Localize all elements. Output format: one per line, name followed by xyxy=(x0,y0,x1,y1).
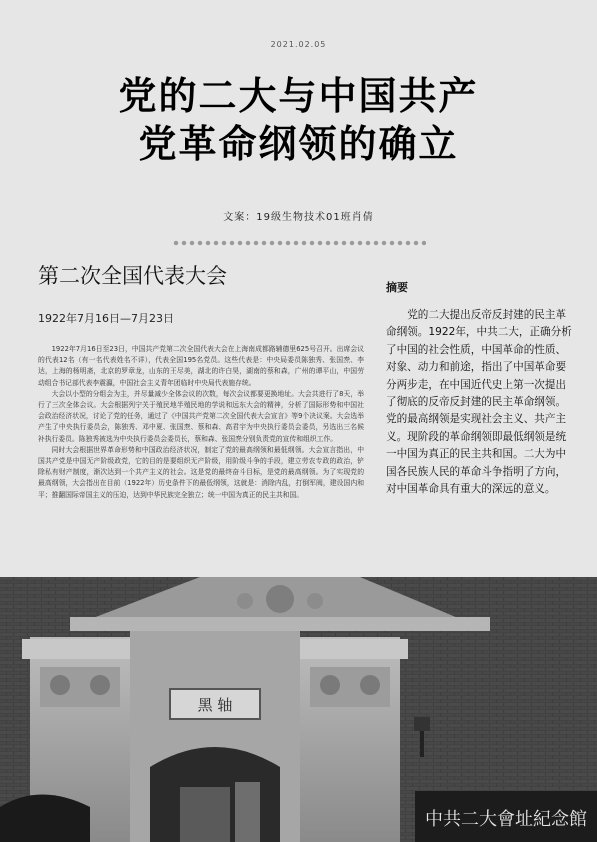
body-paragraph-2: 大会以小型的分组会为主，并尽量减少全体会议的次数，每次会议都要更换地址。大会共进行了8天，举行了三次全体会议。大会根据列宁关于殖民地半殖民地的学说和远东大会的精神，分析了国际形势和中国社会政治经济状况，讨论了党的任务，通过了《中国共产党第二次全国代表大会宣言》等9个决议案。大会选举产生了中央执行委员会，陈独秀、邓中夏、张国焘、蔡和森、高君宇为中央执行委员会委员，另选出三名候补执行委员。陈独秀被选为中央执行委员会委员长，蔡和森、张国焘分别负责党的宣传和组织工作。 xyxy=(38,389,364,443)
section-body xyxy=(38,344,364,501)
body-paragraph-1: 1922年7月16日至23日，中国共产党第二次全国代表大会在上海南成都路辅德里625号召开。出席会议的代表12名（有一名代表姓名不详），代表全国195名党员。这些代表是：中央局委员陈独秀、张国焘、李达，上海的杨明斋，北京的罗章龙，山东的王尽美，湖北的许白昊，湖南的蔡和森，广州的谭平山，中国劳动组合书记部代表李震瀛，中国社会主义青年团临时中央局代表施存统。 xyxy=(38,345,364,387)
title-line-2: 党革命纲领的确立 xyxy=(138,122,459,166)
issue-date: 2021.02.05 xyxy=(270,40,327,49)
body-paragraph-3: 同时大会根据世界革命形势和中国政治经济状况，制定了党的最高纲领和最低纲领。大会宣言指出，中国共产党是中国无产阶级政党，它的目的是要组织无产阶级，用阶级斗争的手段，建立劳农专政的政治，铲除私有财产制度，渐次达到一个共产主义的社会。这是党的最终奋斗目标，是党的最高纲领。为了实现党的最高纲领，大会指出在目前（1922年）历史条件下的最低纲领，这就是：消除内乱，打倒军阀，建设国内和平；推翻国际帝国主义的压迫，达到中华民族完全独立；统一中国为真正的民主共和国。 xyxy=(38,445,364,499)
abstract-text: 党的二大提出反帝反封建的民主革命纲领。1922年，中共二大，正确分析了中国的社会性质，中国革命的性质、对象、动力和前途，指出了中国革命要分两步走，在中国近代史上第一次提出了彻底的反帝反封建的民主革命纲领。党的最高纲领是实现社会主义、共产主义。现阶段的革命纲领即最低纲领是统一中国为真正的民主共和国。二大为中国各民族人民的革命斗争指明了方向，对中国革命具有重大的深远的意义。 xyxy=(386,309,572,496)
section-heading: 第二次全国代表大会 xyxy=(38,264,227,288)
gate-plaque-text: 黑 轴 xyxy=(197,696,233,714)
author-credit: 文案：19级生物技术01班肖倩 xyxy=(223,212,374,223)
dotted-divider xyxy=(172,240,426,246)
title-line-1: 党的二大与中国共产 xyxy=(118,74,479,118)
abstract-heading: 摘要 xyxy=(386,281,408,294)
section-date-range: 1922年7月16日—7月23日 xyxy=(38,312,174,325)
memorial-sign-text: 中共二大會址紀念館 xyxy=(425,809,587,830)
memorial-hall-photo xyxy=(0,577,597,842)
photo-illustration xyxy=(0,577,597,842)
page-title xyxy=(0,72,597,168)
